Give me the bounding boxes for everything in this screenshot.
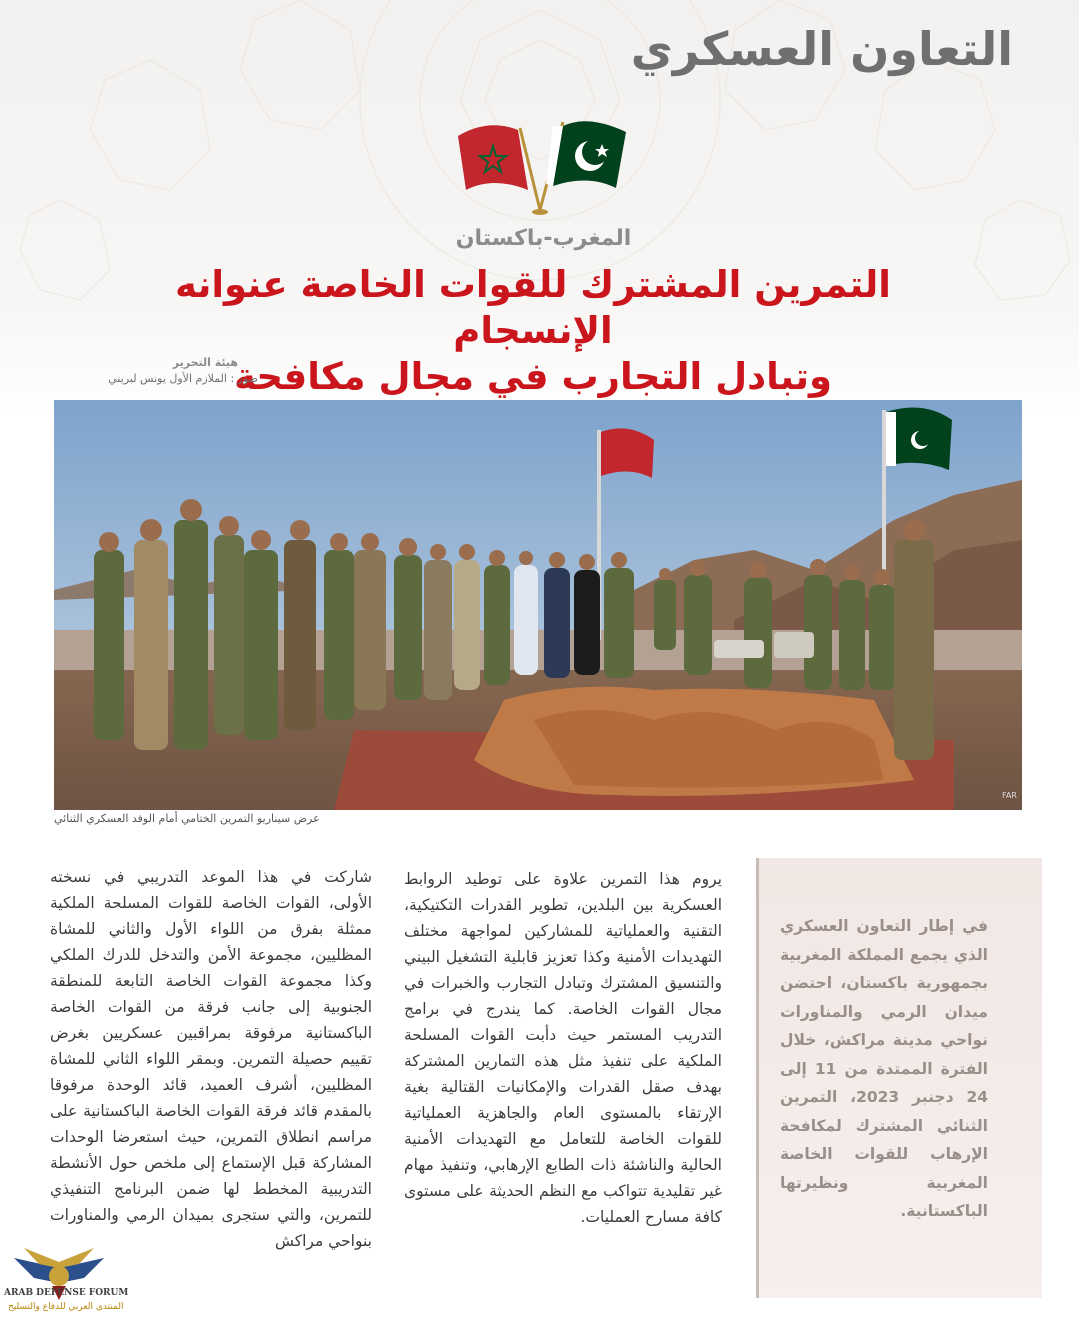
headline-line-1: التمرين المشترك للقوات الخاصة عنوانه الإنسجام bbox=[175, 263, 891, 352]
photo-caption: عرض سيناريو التمرين الختامي أمام الوفد العسكري الثنائي bbox=[54, 812, 320, 825]
morocco-flag bbox=[458, 125, 528, 190]
article-column-middle: يروم هذا التمرين علاوة على توطيد الروابط العسكرية بين البلدين، تطوير القدرات التكتيكية، التقنية والعملياتية للمشاركين لمواجهة مختلف التهديدات الأمنية وكذا تعزيز قابلية التشغيل البيني والتنسيق المشترك وتبادل التجارب والخبرات في مجال القوات الخاصة. كما يندرج في برامج التدريب المستمر حيث دأبت القوات المسلحة الملكية على تنفيذ مثل هذه التمارين المشتركة بهدف صقل القدرات والإمكانيات القتالية بغية الإرتقاء بالمستوى العام والجاهزية العملياتية للقوات الخاصة للتعامل مع التهديدات الأمنية الحالية والناشئة ذات الطابع الإرهابي، وتنفيذ مهام غير تقليدية تتواكب مع النظم الحديثة على مستوى كافة مسارح العمليات. bbox=[404, 870, 722, 1226]
photo-credit-mark: FAR bbox=[1002, 791, 1017, 800]
photo-credit: صور : الملازم الأول يونس لبريني bbox=[108, 372, 258, 385]
editor-credit: هيئة التحرير bbox=[172, 356, 238, 369]
watermark-line-2: المنتدى العربي للدفاع والتسليح bbox=[8, 1302, 124, 1312]
credits bbox=[78, 355, 258, 387]
photo-illustration bbox=[54, 400, 1022, 810]
main-photo bbox=[54, 400, 1022, 810]
watermark-line-1: ARAB DEFENSE FORUM bbox=[4, 1288, 129, 1298]
article-column-left: شاركت في هذا الموعد التدريبي في نسخته الأولى، القوات الخاصة للقوات المسلحة الملكية ممثلة بفرق من اللواء الأول والثاني للمشاة المظليين، مجموعة الأمن والتدخل للدرك الملكي وكذا مجموعة القوات الخاصة التابعة للمنطقة الجنوبية إلى جانب فرقة من القوات الخاصة الباكستانية مرفوقة بمراقبين عسكريين بغرض تقييم حصيلة التمرين. وبمقر اللواء الثاني للمشاة المظليين، أشرف العميد، قائد الوحدة مرفوقا بالمقدم قائد فرقة القوات الخاصة الباكستانية على مراسم انطلاق التمرين، حيث استعرضا الوحدات المشاركة قبل الإستماع إلى ملخص حول الأنشطة التدريبية المخطط لها ضمن البرنامج التنفيذي للتمرين، والتي ستجرى بميدان الرمي والمناورات بنواحي مراكش bbox=[50, 868, 372, 1250]
subtitle: المغرب-باكستان bbox=[455, 226, 632, 251]
section-title: التعاون العسكري bbox=[630, 22, 1013, 76]
crossed-flags-icon bbox=[448, 118, 628, 218]
headline-line-2: وتبادل التجارب في مجال مكافحة bbox=[233, 355, 833, 398]
sidebar-intro-text: في إطار التعاون العسكري الذي يجمع المملكة المغربية بجمهورية باكستان، احتضن ميدان الرمي والمناورات نواحي مدينة مراكش، خلال الفترة الممتدة من 11 إلى 24 دجنبر 2023، التمرين الثنائي المشترك لمكافحة الإرهاب للقوات الخاصة المغربية ونظيرتها الباكستانية. bbox=[780, 917, 989, 1220]
